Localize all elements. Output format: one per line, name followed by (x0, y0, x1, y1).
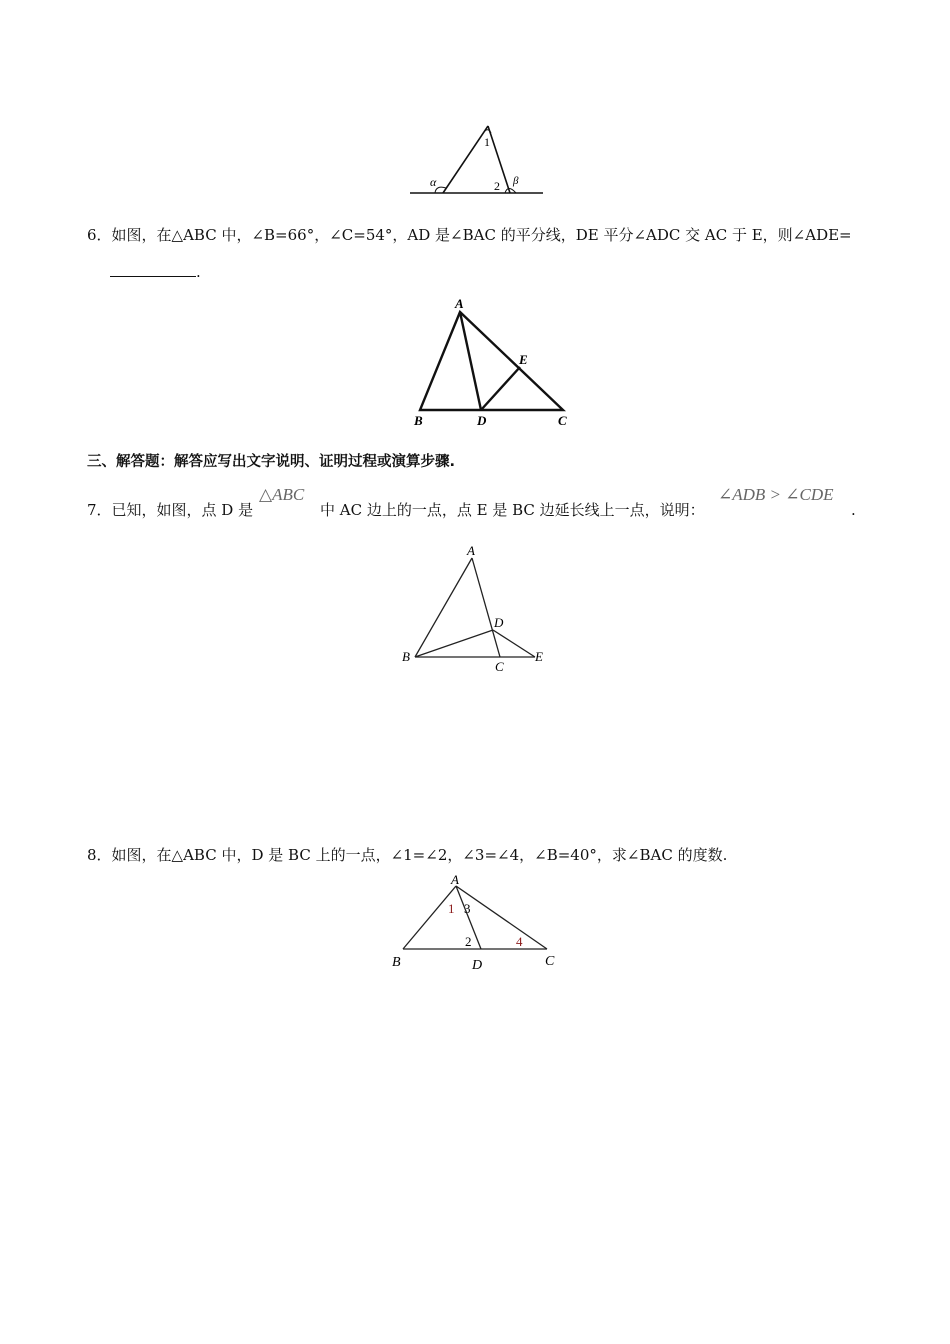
angle-4-label: 4 (516, 934, 523, 949)
label-2: 2 (494, 179, 500, 193)
section-3-heading-text: 三、解答题：解答应写出文字说明、证明过程或演算步骤. (87, 454, 456, 470)
vertex-a: A (451, 872, 459, 887)
question-6-body: 6．如图，在△ABC 中，∠B=66°，∠C=54°，AD 是∠BAC 的平分线，DE 平分∠ADC 交 AC 于 E，则∠ADE= (87, 226, 852, 244)
question-8-text (87, 845, 727, 865)
question-7-part1 (87, 500, 253, 520)
vertex-d: D (477, 413, 487, 428)
question-7-triangle-abc (259, 485, 304, 505)
question-7-tail (851, 500, 856, 520)
vertex-b: B (392, 955, 401, 970)
label-alpha: α (430, 175, 437, 189)
label-1: 1 (484, 135, 490, 149)
vertex-c: C (545, 954, 555, 969)
question-7-body: 中 AC 边上的一点，点 E 是 BC 边延长线上一点，说明： (320, 501, 705, 519)
segment-ab (415, 558, 472, 657)
vertex-e: E (535, 649, 543, 664)
vertex-c: C (495, 659, 504, 674)
vertex-c: C (558, 413, 567, 428)
segment-ab (403, 886, 456, 949)
question-7-intro: 7．已知，如图，点 D 是 (87, 501, 254, 519)
angle-1-label: 1 (448, 901, 455, 916)
vertex-a: A (467, 543, 475, 558)
question-7-part2 (320, 500, 705, 520)
question-7-math-triangle: △ABC (259, 485, 305, 504)
vertex-d: D (472, 958, 483, 973)
question-7-math-inequality: ∠ADB > ∠CDE (718, 485, 834, 504)
question-8-body: 8．如图，在△ABC 中，D 是 BC 上的一点，∠1=∠2，∠3=∠4，∠B=40°，求∠BAC 的度数. (87, 846, 728, 864)
question-6-answer-line (110, 262, 201, 282)
angle-2-label: 2 (465, 934, 472, 949)
vertex-b: B (414, 413, 423, 428)
triangle-abc (420, 312, 563, 410)
vertex-e: E (519, 352, 528, 367)
segment-de (481, 367, 520, 410)
label-beta: β (513, 175, 519, 187)
segment-bd (415, 630, 493, 657)
segment-ac (472, 558, 500, 657)
segment-ad (460, 312, 481, 410)
figure-q8-triangle (385, 872, 570, 977)
question-7-period: . (851, 501, 856, 519)
section-3-heading (87, 452, 455, 472)
figure-q7-triangle (395, 540, 560, 675)
figure-angles-alpha-beta (405, 118, 550, 200)
angle-3-label: 3 (464, 901, 471, 916)
figure-q6-triangle (405, 292, 585, 432)
vertex-a: A (455, 296, 464, 311)
question-6-text (87, 225, 852, 245)
answer-blank[interactable] (110, 262, 196, 277)
question-7-inequality (718, 485, 834, 505)
question-6-tail: . (196, 263, 201, 281)
vertex-d: D (494, 615, 504, 630)
vertex-b: B (402, 649, 410, 664)
left-side (443, 126, 488, 193)
